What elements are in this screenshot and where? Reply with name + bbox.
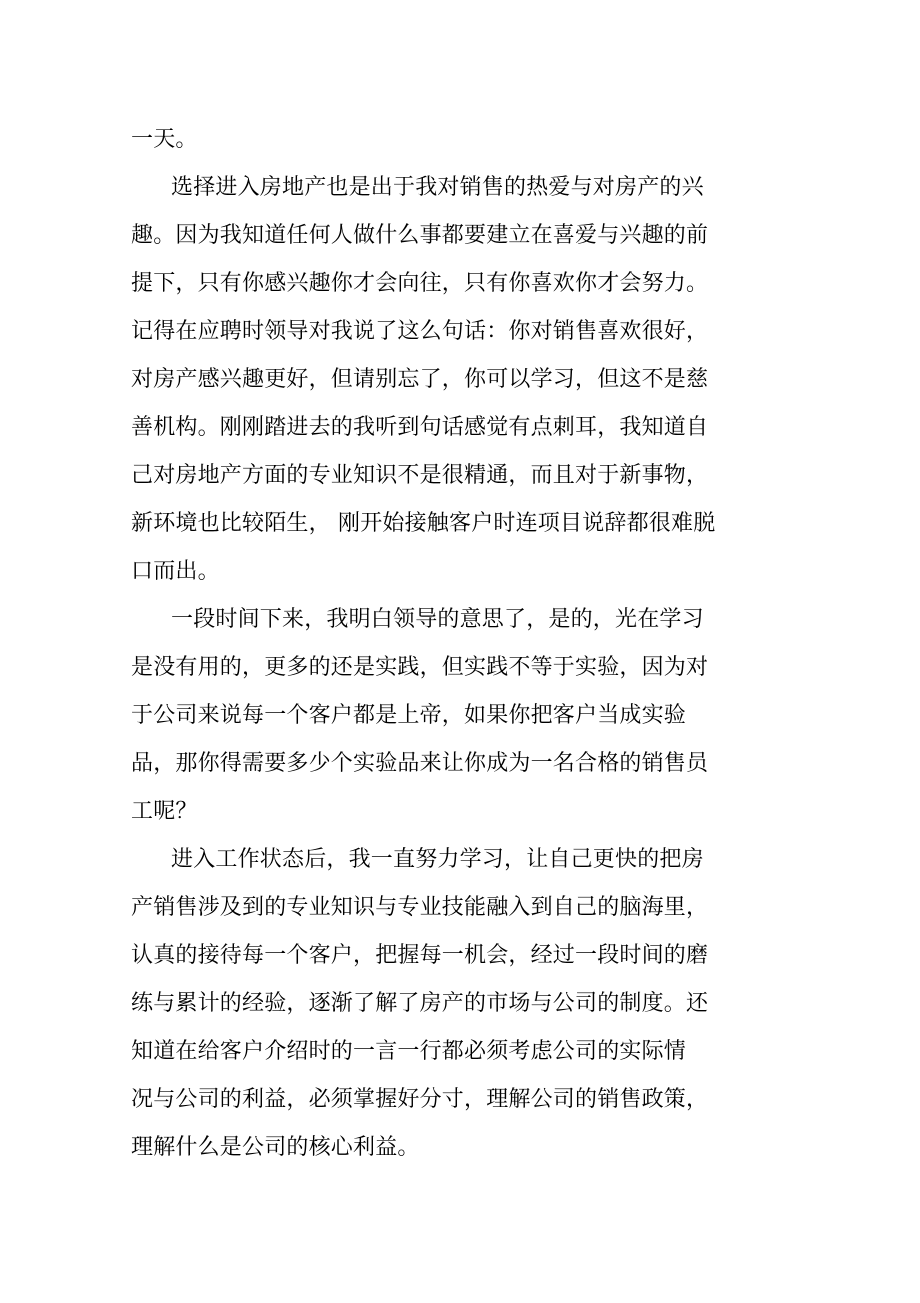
text-line: 于公司来说每一个客户都是上帝，如果你把客户当成实验 xyxy=(131,703,687,728)
text-line: 理解什么是公司的核心利益。 xyxy=(131,1135,420,1160)
text-line: 是没有用的，更多的还是实践，但实践不等于实验，因为对 xyxy=(131,655,709,680)
text-line: 认真的接待每一个客户，把握每一机会，经过一段时间的磨 xyxy=(131,943,709,968)
text-line: 练与累计的经验，逐渐了解了房产的市场与公司的制度。还 xyxy=(131,991,709,1016)
text-line: 况与公司的利益，必须掌握好分寸，理解公司的销售政策， xyxy=(131,1087,709,1112)
text-line: 知道在给客户介绍时的一言一行都必须考虑公司的实际情 xyxy=(131,1039,687,1064)
text-line: 口而出。 xyxy=(131,559,220,584)
document-body xyxy=(131,116,751,1172)
text-line: 记得在应聘时领导对我说了这么句话：你对销售喜欢很好， xyxy=(131,319,709,344)
paragraph-first-line: 进入工作状态后，我一直努力学习，让自己更快的把房 xyxy=(171,847,704,872)
text-line: 趣。因为我知道任何人做什么事都要建立在喜爱与兴趣的前 xyxy=(131,223,709,248)
text-line: 产销售涉及到的专业知识与专业技能融入到自己的脑海里， xyxy=(131,895,709,920)
text-line: 提下，只有你感兴趣你才会向往，只有你喜欢你才会努力。 xyxy=(131,271,709,296)
paragraph-first-line: 一段时间下来，我明白领导的意思了，是的，光在学习 xyxy=(171,607,704,632)
paragraph-first-line: 选择进入房地产也是出于我对销售的热爱与对房产的兴 xyxy=(171,175,704,200)
text-line: 新环境也比较陌生， 刚开始接触客户时连项目说辞都很难脱 xyxy=(131,511,716,536)
text-line: 己对房地产方面的专业知识不是很精通，而且对于新事物， xyxy=(131,463,709,488)
text-line: 工呢？ xyxy=(131,799,198,824)
text-line: 善机构。刚刚踏进去的我听到句话感觉有点刺耳，我知道自 xyxy=(131,415,709,440)
text-line: 品，那你得需要多少个实验品来让你成为一名合格的销售员 xyxy=(131,751,709,776)
text-line: 对房产感兴趣更好，但请别忘了，你可以学习，但这不是慈 xyxy=(131,367,709,392)
text-line: 一天。 xyxy=(131,127,198,152)
